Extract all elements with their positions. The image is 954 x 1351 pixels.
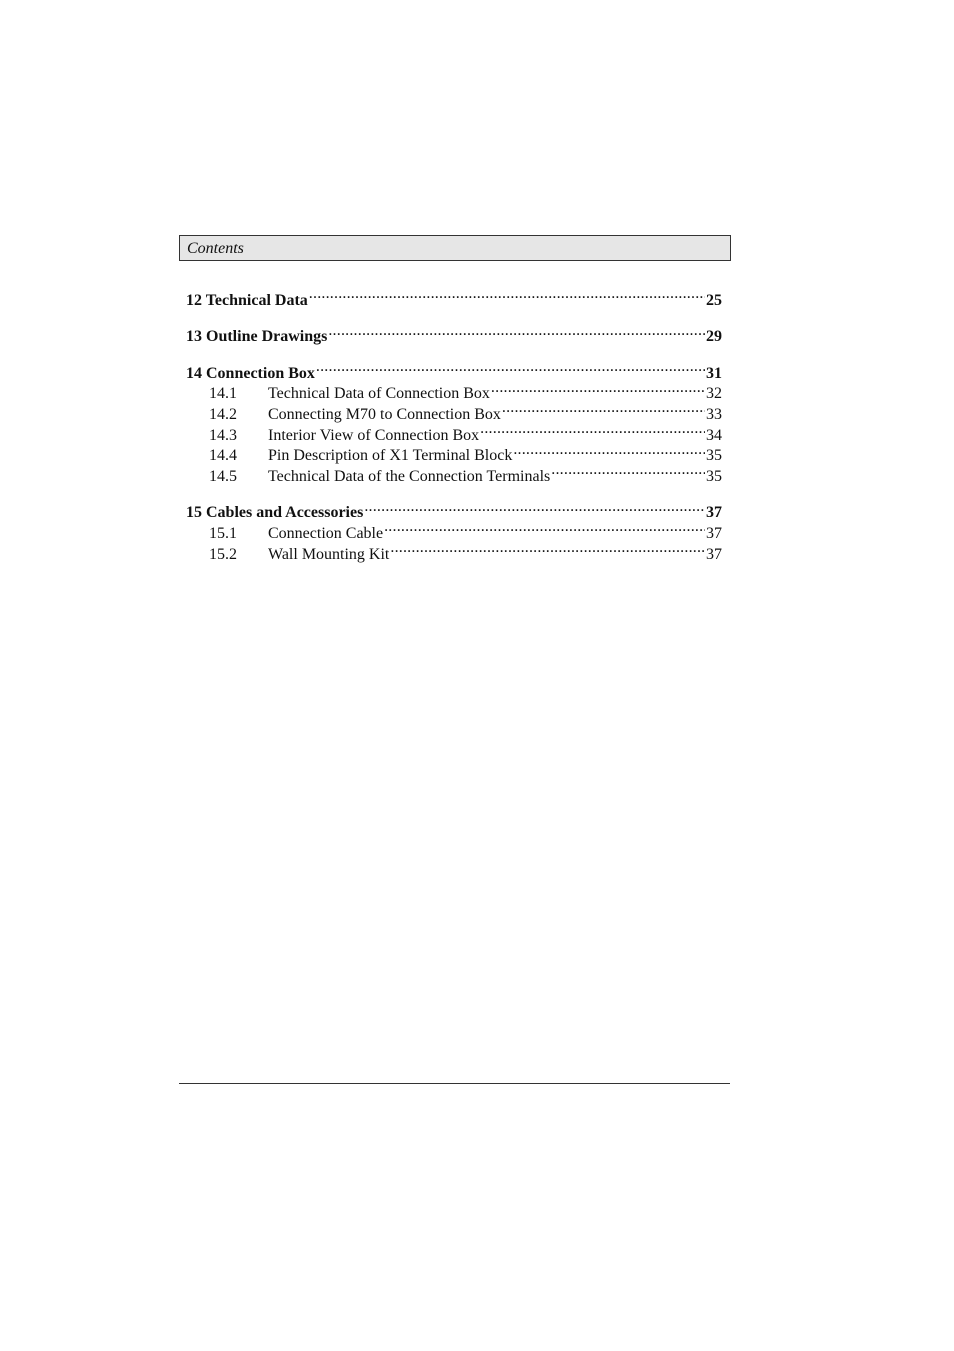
dot-leader: [390, 538, 705, 559]
toc-entry-page: 32: [706, 385, 722, 403]
dot-leader: [384, 517, 705, 538]
toc-entry-title: 12 Technical Data: [186, 291, 308, 309]
toc-section-number: 14.4: [209, 447, 237, 465]
toc-entry-title: Technical Data of Connection Box: [268, 385, 490, 403]
toc-entry-title: 15 Cables and Accessories: [186, 504, 364, 522]
dot-leader: [491, 378, 705, 399]
toc-entry-page: 25: [706, 291, 722, 309]
toc-entry-page: 31: [706, 364, 722, 382]
toc-section-number: 14.5: [209, 467, 237, 485]
dot-leader: [502, 398, 705, 419]
toc-entry-title: Connection Cable: [268, 524, 384, 542]
toc-entry-page: 34: [706, 426, 722, 444]
toc-entry-title: 13 Outline Drawings: [186, 328, 328, 346]
dot-leader: [364, 497, 705, 518]
toc-entry-page: 37: [706, 504, 722, 522]
toc-chapter: [186, 284, 722, 309]
toc-chapter: [186, 357, 722, 485]
contents-header-label: Contents: [187, 240, 244, 257]
toc-section-number: 14.3: [209, 426, 237, 444]
dot-leader: [551, 460, 705, 481]
toc-entry-title: Interior View of Connection Box: [268, 426, 480, 444]
toc-section-number: 14.1: [209, 385, 237, 403]
toc-section-number: 14.2: [209, 405, 237, 423]
toc-entry-title: Technical Data of the Connection Terminals: [268, 467, 551, 485]
toc-entry-page: 35: [706, 467, 722, 485]
dot-leader: [316, 357, 705, 378]
toc-entry-title: 14 Connection Box: [186, 364, 315, 382]
table-of-contents: [186, 284, 722, 575]
toc-chapter: [186, 497, 722, 563]
dot-leader: [328, 321, 705, 342]
toc-entry-title: Wall Mounting Kit: [268, 545, 390, 563]
toc-entry-chapter[interactable]: [186, 357, 722, 382]
toc-entry-page: 35: [706, 447, 722, 465]
toc-entry-chapter[interactable]: [186, 497, 722, 522]
dot-leader: [480, 419, 705, 440]
toc-entry-page: 29: [706, 328, 722, 346]
toc-section-number: 15.2: [209, 545, 237, 563]
footer-divider: [179, 1083, 730, 1084]
dot-leader: [513, 440, 705, 461]
toc-entry-chapter[interactable]: [186, 321, 722, 346]
contents-header: [179, 235, 731, 261]
toc-section-number: 15.1: [209, 524, 237, 542]
toc-entry-title: Pin Description of X1 Terminal Block: [268, 447, 513, 465]
toc-entry-chapter[interactable]: [186, 284, 722, 309]
dot-leader: [309, 284, 705, 305]
toc-entry-page: 33: [706, 405, 722, 423]
toc-entry-title: Connecting M70 to Connection Box: [268, 405, 501, 423]
toc-entry-page: 37: [706, 524, 722, 542]
toc-entry-page: 37: [706, 545, 722, 563]
toc-chapter: [186, 321, 722, 346]
